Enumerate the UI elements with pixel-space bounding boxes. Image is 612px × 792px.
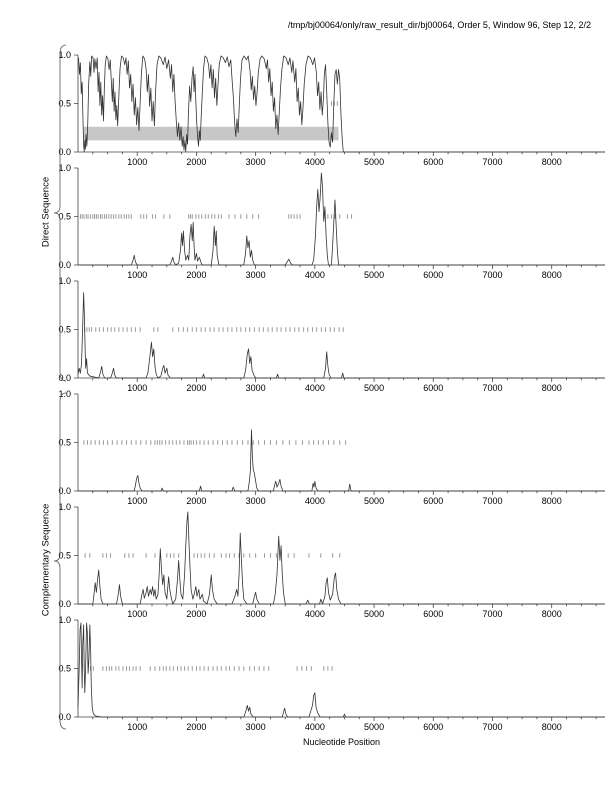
x-tick-label: 7000 — [482, 270, 503, 280]
x-tick-label: 7000 — [482, 496, 503, 506]
panel-complementary-frame-3 — [58, 615, 605, 732]
y-tick-label: 0.0 — [58, 599, 71, 609]
y-tick-label: 0.0 — [58, 373, 71, 383]
x-tick-label: 7000 — [482, 157, 503, 167]
y-tick-label: 0.5 — [58, 98, 71, 109]
x-tick-label: 6000 — [423, 270, 444, 280]
x-tick-label: 3000 — [245, 383, 266, 393]
x-tick-label: 1000 — [127, 609, 148, 619]
x-tick-label: 2000 — [186, 383, 207, 393]
x-tick-label: 8000 — [541, 722, 562, 732]
x-tick-label: 1000 — [127, 722, 148, 732]
x-tick-label: 5000 — [364, 383, 385, 393]
half-level-markers — [80, 214, 351, 218]
x-tick-label: 1000 — [127, 383, 148, 393]
x-tick-label: 1000 — [127, 157, 148, 167]
x-tick-label: 5000 — [364, 270, 385, 280]
half-level-markers — [90, 666, 332, 670]
direct-frame-2-curve — [78, 173, 605, 265]
x-tick-label: 2000 — [186, 157, 207, 167]
y-tick-label: 0.5 — [58, 324, 71, 335]
y-tick-label: 0.0 — [58, 260, 71, 270]
direct-frame-3-curve — [78, 293, 605, 378]
x-tick-label: 4000 — [304, 722, 325, 732]
x-tick-label: 8000 — [541, 496, 562, 506]
x-tick-label: 8000 — [541, 157, 562, 167]
half-level-markers — [85, 553, 340, 557]
y-tick-label: 1.0 — [58, 276, 71, 286]
complementary-frame-3-curve — [78, 623, 605, 717]
x-tick-label: 5000 — [364, 609, 385, 619]
x-tick-label: 5000 — [364, 157, 385, 167]
x-tick-label: 4000 — [304, 157, 325, 167]
x-tick-label: 2000 — [186, 496, 207, 506]
x-tick-label: 2000 — [186, 722, 207, 732]
panel-axes — [74, 620, 605, 721]
x-tick-label: 8000 — [541, 383, 562, 393]
panel-direct-frame-3 — [58, 276, 605, 393]
x-tick-label: 6000 — [423, 722, 444, 732]
x-tick-label: 3000 — [245, 270, 266, 280]
x-tick-label: 3000 — [245, 157, 266, 167]
half-level-markers — [331, 101, 337, 105]
complementary-frame-1-curve — [78, 430, 605, 491]
y-tick-label: 0.5 — [58, 550, 71, 561]
threshold-band — [83, 127, 338, 141]
y-tick-label: 0.0 — [58, 486, 71, 496]
complementary-sequence-label: Complementary Sequence — [40, 503, 52, 617]
y-tick-label: 0.5 — [58, 211, 71, 222]
x-tick-label: 6000 — [423, 609, 444, 619]
x-tick-label: 5000 — [364, 722, 385, 732]
x-tick-label: 4000 — [304, 383, 325, 393]
panel-complementary-frame-2 — [58, 502, 605, 619]
half-level-markers — [84, 440, 346, 444]
panel-direct-frame-1 — [58, 50, 605, 167]
x-tick-label: 1000 — [127, 496, 148, 506]
x-tick-label: 1000 — [127, 270, 148, 280]
panel-complementary-frame-1 — [58, 389, 605, 506]
x-tick-label: 4000 — [304, 270, 325, 280]
x-tick-label: 7000 — [482, 609, 503, 619]
y-tick-label: 0.0 — [58, 147, 71, 157]
direct-sequence-label: Direct Sequence — [40, 176, 52, 248]
panel-direct-frame-2 — [58, 163, 605, 280]
x-tick-label: 2000 — [186, 609, 207, 619]
plot-title: /tmp/bj00064/only/raw_result_dir/bj00064, Order 5, Window 96, Step 12, 2/2 — [287, 20, 591, 30]
x-tick-label: 6000 — [423, 383, 444, 393]
x-tick-label: 4000 — [304, 496, 325, 506]
half-level-markers — [85, 327, 344, 331]
x-tick-label: 3000 — [245, 609, 266, 619]
x-tick-label: 8000 — [541, 270, 562, 280]
x-tick-label: 6000 — [423, 157, 444, 167]
y-tick-label: 0.5 — [58, 437, 71, 448]
x-tick-label: 6000 — [423, 496, 444, 506]
x-tick-label: 5000 — [364, 496, 385, 506]
x-axis-title: Nucleotide Position — [302, 737, 381, 747]
x-tick-label: 3000 — [245, 496, 266, 506]
x-tick-label: 2000 — [186, 270, 207, 280]
y-tick-label: 1.0 — [58, 163, 71, 173]
y-tick-label: 1.0 — [58, 50, 71, 60]
complementary-frame-2-curve — [78, 512, 605, 604]
x-tick-label: 8000 — [541, 609, 562, 619]
y-tick-label: 0.0 — [58, 712, 71, 722]
y-tick-label: 1.0 — [58, 389, 71, 399]
y-tick-label: 1.0 — [58, 502, 71, 512]
x-tick-label: 3000 — [245, 722, 266, 732]
x-tick-label: 4000 — [304, 609, 325, 619]
x-tick-label: 7000 — [482, 383, 503, 393]
y-tick-label: 1.0 — [58, 615, 71, 625]
x-tick-label: 7000 — [482, 722, 503, 732]
y-tick-label: 0.5 — [58, 663, 71, 674]
